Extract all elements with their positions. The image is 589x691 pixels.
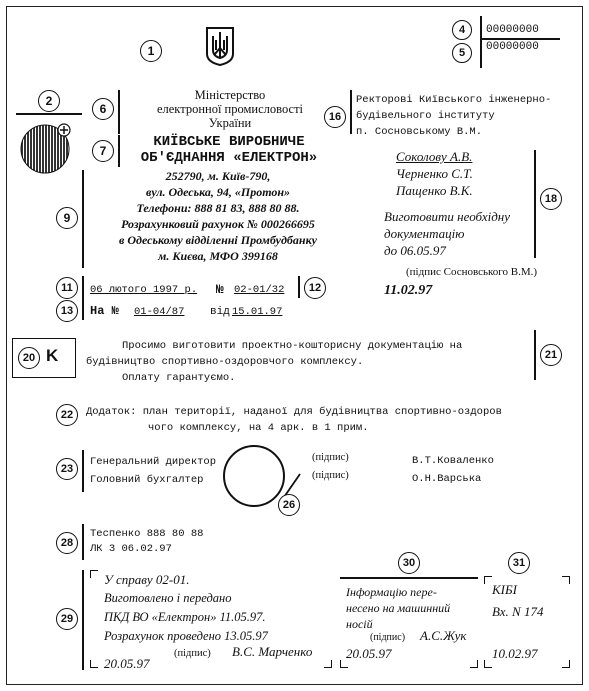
file-note-line: Виготовлено і передано [104,591,232,605]
ref-from-label: від [210,306,230,318]
marker-31: 31 [508,552,530,574]
code-4: 00000000 [486,24,539,36]
receipt-date: 10.02.97 [492,646,538,661]
signature-bar [82,450,84,492]
ref-no: 01-04/87 [134,306,185,318]
receipt-corner-tl [484,576,492,584]
seal-circle-icon [220,444,316,510]
appendix-line: чого комплексу, на 4 арк. в 1 прим. [148,422,369,434]
body-line: Оплату гарантуємо. [122,372,236,384]
org-name-line: КИЇВСЬКЕ ВИРОБНИЧЕ [153,134,305,150]
marker-30: 30 [398,552,420,574]
org-name-line: ОБ'ЄДНАННЯ «ЕЛЕКТРОН» [140,150,318,166]
resolution-line: до 06.05.97 [384,243,446,258]
file-note-date: 20.05.97 [104,656,150,671]
marker-9: 9 [56,207,78,229]
marker-21: 21 [540,344,562,366]
marker-6: 6 [92,98,114,120]
body-text [86,338,462,386]
addressee-block [356,92,576,140]
reg-date: 06 лютого 1997 р. [90,284,198,296]
resolution-name: Черненко С.Т. [396,166,473,181]
coat-of-arms-icon [205,26,235,66]
file-note-line: ПКД ВО «Електрон» 11.05.97. [104,610,266,624]
marker-23: 23 [56,458,78,480]
resolution-text [384,208,510,259]
ministry-line: електронної промисловості [156,102,304,116]
marker-13: 13 [56,300,78,322]
code-divider [480,16,482,68]
org-detail-line: 252790, м. Київ-790, [165,169,271,183]
marker-20: 20 [18,347,40,369]
org-detail-line: в Одеському відділенні Промбудбанку [119,233,317,247]
file-note-corner-tl [90,570,98,578]
signature-name: В.Т.Коваленко [412,455,494,467]
signature-mark: (підпис) [312,452,349,463]
reg-bar-left [82,276,84,320]
body-line: Просимо виготовити проектно-кошторисну документацію на [122,340,463,352]
marker-28: 28 [56,532,78,554]
ministry-bar [118,90,120,134]
file-note-name: В.С. Марченко [232,644,313,659]
resolution-signature: (підпис Сосновського В.М.) [406,266,538,278]
executor-line: Теспенко 888 80 88 [90,528,204,540]
pc-note-date: 20.05.97 [346,646,392,661]
reg-bar-right [298,276,300,298]
receipt-org: КІБІ [492,582,517,597]
resolution-name: Пащенко В.К. [396,183,473,198]
addressee-line: будівельного інституту [356,110,495,122]
receipt-corner-bl [484,660,492,668]
org-detail-line: Телефони: 888 81 83, 888 80 88. [136,201,300,215]
file-note-bar [82,570,84,670]
marker-16: 16 [324,106,346,128]
resolution-bar [534,150,536,258]
executor-line: ЛК 3 06.02.97 [90,543,172,555]
org-detail-line: м. Києва, МФО 399168 [158,249,278,263]
details-bar [82,170,84,268]
executor-block [90,527,203,557]
file-note-head: У справу 02-01. [104,572,190,587]
stamp-placeholder-icon [18,120,74,176]
marker-12: 12 [304,277,326,299]
receipt-corner-br [562,660,570,668]
ref-label: На № [90,304,119,318]
body-line: будівництво спортивно-оздоровчого комплексу. [86,356,364,368]
marker-18: 18 [540,188,562,210]
resolution-line: Виготовити необхідну [384,209,511,224]
file-note-corner-br [324,660,332,668]
signature-role: Генеральний директор [90,456,217,468]
pc-note-line: носій [346,617,373,631]
marker-29: 29 [56,608,78,630]
marker-4: 4 [452,20,472,40]
file-note-line: Розрахунок проведено 13.05.97 [104,629,268,643]
marker-2: 2 [38,90,60,112]
file-note [104,570,268,646]
marker-2-line [16,113,82,115]
org-detail-line: Розрахунковий рахунок № 000266695 [121,217,315,231]
reg-no: 02-01/32 [234,284,285,296]
code-5: 00000000 [486,41,539,53]
org-name [124,134,334,166]
signature-role: Головний бухгалтер [90,474,204,486]
receipt-no: Вх. N 174 [492,604,544,619]
resolution-name: Соколову А.В. [396,149,473,164]
marker-26: 26 [278,494,300,516]
marker-5: 5 [452,43,472,63]
resolution-date: 11.02.97 [384,283,433,298]
signature-name: О.Н.Варська [412,473,482,485]
pc-note-name: А.С.Жук [420,628,467,643]
executor-bar [82,524,84,560]
org-detail-line: вул. Одеська, 94, «Протон» [145,185,291,199]
reg-no-label: № [216,282,224,297]
org-details [88,168,348,264]
addressee-bar [350,90,352,134]
pc-note-signature: (підпис) [370,632,406,643]
pc-note-corner-br [470,660,478,668]
addressee-line: п. Сосновському В.М. [356,126,483,138]
receipt-corner-tr [562,576,570,584]
file-note-signature: (підпис) [174,648,211,659]
marker-22: 22 [56,404,78,426]
resolution-names [396,148,473,199]
pc-note-line: несено на машинний [346,601,451,615]
file-note-corner-bl [90,660,98,668]
marker-11: 11 [56,277,78,299]
ministry-line: України [208,116,252,130]
appendix-text [86,404,502,436]
ministry-block [140,88,320,130]
appendix-line: Додаток: план території, наданої для будівництва спортивно-оздоров [86,406,502,418]
resolution-line: документацію [384,226,465,241]
marker-1: 1 [140,40,162,62]
ministry-line: Міністерство [194,88,266,102]
pc-note-top-line [340,577,478,579]
org-bar [118,135,120,167]
pc-note-line: Інформацію пере- [346,585,437,599]
ref-date: 15.01.97 [232,306,283,318]
pc-note [346,584,450,632]
code-line-4 [480,38,560,40]
marker-7: 7 [92,140,114,162]
body-bar [534,330,536,380]
signature-mark: (підпис) [312,470,349,481]
control-mark: K [46,346,59,365]
addressee-line: Ректорові Київського інженерно- [356,94,552,106]
